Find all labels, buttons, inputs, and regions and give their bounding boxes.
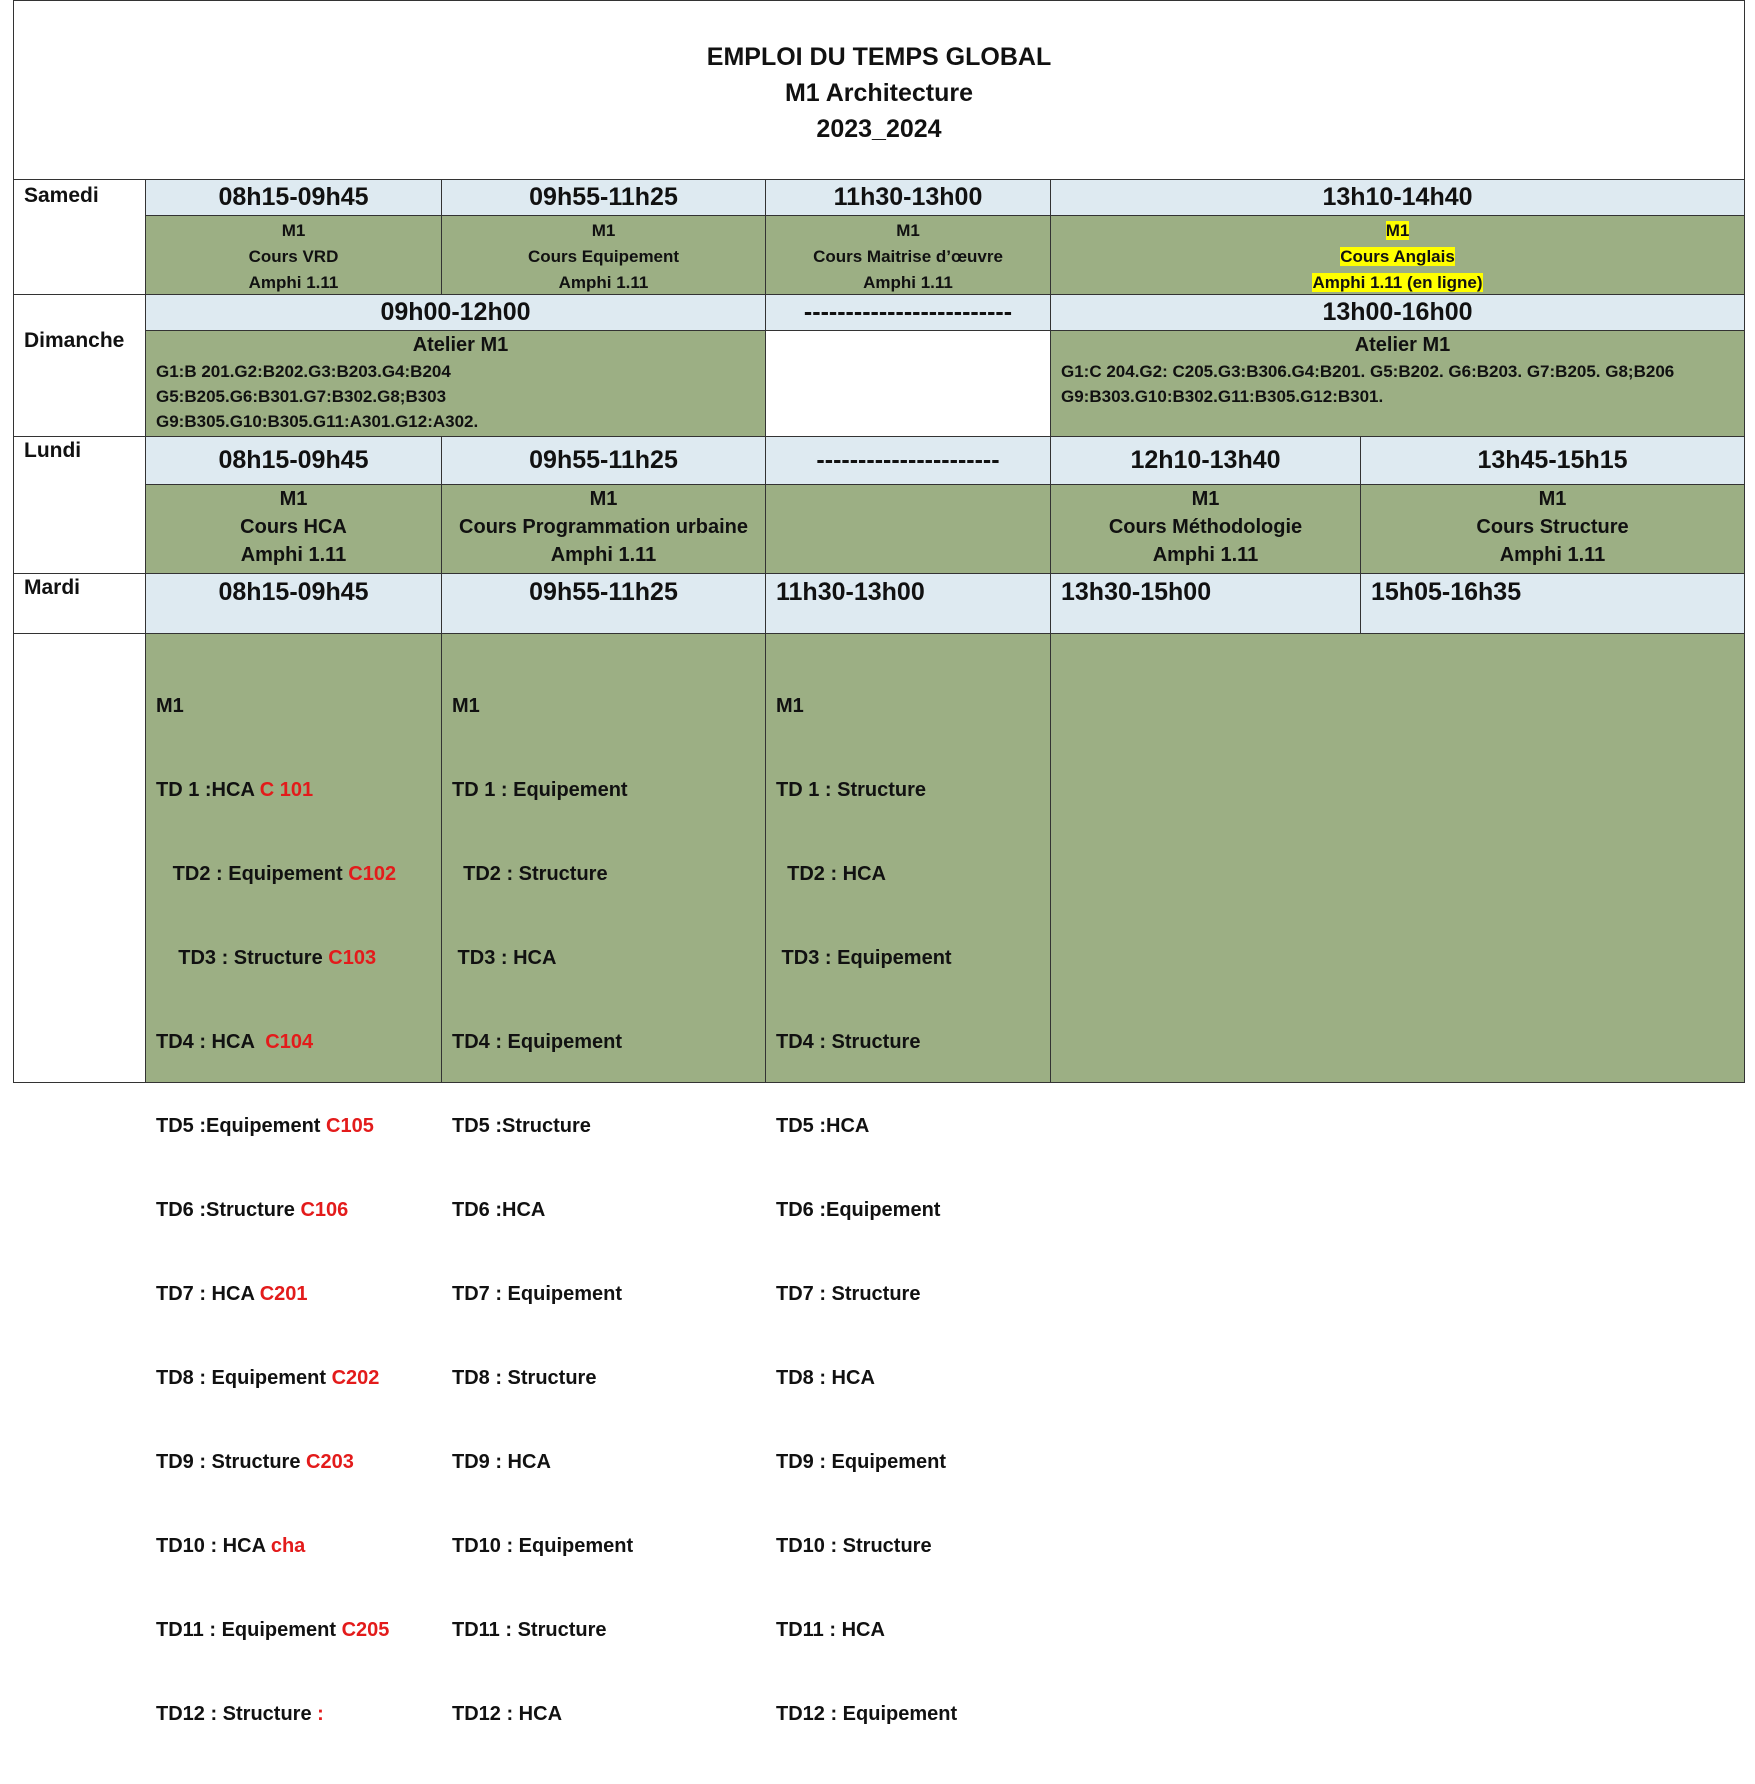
td-row: TD3 : Equipement <box>776 947 952 969</box>
dimanche-atelier-morning <box>146 331 766 437</box>
mardi-td-col-1 <box>146 634 442 1725</box>
lundi-slot-2: 09h55-11h25 <box>442 437 766 485</box>
samedi-course-maitrise <box>766 216 1051 295</box>
mardi-td-col-2 <box>442 634 766 1725</box>
td-room: C 101 <box>259 779 314 801</box>
samedi-slot-3: 11h30-13h00 <box>766 180 1051 216</box>
td-row: TD10 : Structure <box>776 1535 932 1557</box>
lundi-course-methodologie <box>1051 485 1361 574</box>
course-level: M1 <box>1385 221 1410 240</box>
td-row: TD12 : HCA <box>452 1703 563 1725</box>
td-row: TD3 : Structure C103 <box>156 947 377 969</box>
td-row: TD7 : Equipement <box>452 1283 623 1305</box>
samedi-course-anglais <box>1051 216 1745 295</box>
td-room: C102 <box>348 863 397 885</box>
td-row: TD12 : Equipement <box>776 1703 958 1725</box>
td-row: TD12 : Structure : <box>156 1703 324 1725</box>
dimanche-slot-2: ------------------------- <box>766 295 1051 331</box>
course-room: Amphi 1.11 <box>1152 544 1259 566</box>
samedi-slot-4: 13h10-14h40 <box>1051 180 1745 216</box>
course-level: M1 <box>279 488 308 510</box>
course-room: Amphi 1.11 <box>240 544 347 566</box>
td-row: TD5 :Structure <box>452 1115 591 1137</box>
mardi-slot-4: 13h30-15h00 <box>1051 574 1361 634</box>
td-row: TD11 : Structure <box>452 1619 607 1641</box>
lundi-course-hca <box>146 485 442 574</box>
td-room: C105 <box>326 1115 374 1137</box>
td-row: TD6 :Structure C106 <box>156 1199 349 1221</box>
lundi-slot-3: ---------------------- <box>766 437 1051 485</box>
lundi-slot-4: 12h10-13h40 <box>1051 437 1361 485</box>
td-row: TD 1 : Structure <box>776 779 927 801</box>
td-row: TD9 : Equipement <box>776 1451 947 1473</box>
mardi-slot-2: 09h55-11h25 <box>442 574 766 634</box>
td-row: TD8 : Equipement C202 <box>156 1367 380 1389</box>
td-row: TD2 : Structure <box>452 863 608 885</box>
td-level: M1 <box>776 695 804 717</box>
td-row: TD8 : HCA <box>776 1367 875 1389</box>
lundi-slot-1: 08h15-09h45 <box>146 437 442 485</box>
course-level: M1 <box>589 488 618 510</box>
course-level: M1 <box>1538 488 1567 510</box>
td-row: TD10 : HCA cha <box>156 1535 306 1557</box>
td-row: TD7 : HCA C201 <box>156 1283 308 1305</box>
schedule-sheet <box>13 0 1745 1725</box>
page-subtitle: M1 Architecture <box>784 79 973 107</box>
day-label-mardi: Mardi <box>14 574 146 634</box>
mardi-slot-1: 08h15-09h45 <box>146 574 442 634</box>
atelier-title: Atelier M1 <box>412 334 509 356</box>
td-row: TD 1 :HCA C 101 <box>156 779 314 801</box>
dimanche-atelier-afternoon <box>1051 331 1745 437</box>
samedi-slot-2: 09h55-11h25 <box>442 180 766 216</box>
td-room: C106 <box>300 1199 349 1221</box>
lundi-empty-slot <box>766 485 1051 574</box>
td-row: TD10 : Equipement <box>452 1535 634 1557</box>
course-name: Cours Anglais <box>1340 247 1455 266</box>
td-row: TD3 : HCA <box>452 947 557 969</box>
dimanche-slot-1: 09h00-12h00 <box>146 295 766 331</box>
academic-year: 2023_2024 <box>816 115 942 143</box>
course-level: M1 <box>1191 488 1220 510</box>
td-row: TD4 : HCA C104 <box>156 1031 314 1053</box>
lundi-slot-5: 13h45-15h15 <box>1361 437 1745 485</box>
td-row: TD9 : HCA <box>452 1451 551 1473</box>
course-room: Amphi 1.11 <box>248 273 339 292</box>
atelier-groups-line: G1:B 201.G2:B202.G3:B203.G4:B204 <box>156 362 451 381</box>
samedi-slot-1: 08h15-09h45 <box>146 180 442 216</box>
td-room: C103 <box>328 947 377 969</box>
lundi-course-programmation <box>442 485 766 574</box>
course-level: M1 <box>896 221 920 240</box>
td-row: TD6 :HCA <box>452 1199 546 1221</box>
course-name: Cours Equipement <box>527 247 680 266</box>
course-room: Amphi 1.11 (en ligne) <box>1312 273 1483 292</box>
course-name: Cours Méthodologie <box>1108 516 1303 538</box>
td-row: TD2 : HCA <box>776 863 886 885</box>
td-row: TD2 : Equipement C102 <box>156 863 397 885</box>
course-room: Amphi 1.11 <box>863 273 953 292</box>
atelier-groups-line: G5:B205.G6:B301.G7:B302.G8;B303 <box>156 387 447 406</box>
td-row: TD7 : Structure <box>776 1283 921 1305</box>
course-room: Amphi 1.11 <box>550 544 657 566</box>
td-row: TD6 :Equipement <box>776 1199 941 1221</box>
mardi-day-spacer <box>14 634 146 1083</box>
td-room: C205 <box>341 1619 390 1641</box>
course-name: Cours VRD <box>248 247 339 266</box>
td-row: TD8 : Structure <box>452 1367 597 1389</box>
day-label-lundi: Lundi <box>14 437 146 574</box>
page-title: EMPLOI DU TEMPS GLOBAL <box>706 43 1052 71</box>
td-room: cha <box>270 1535 306 1557</box>
td-row: TD 1 : Equipement <box>452 779 628 801</box>
atelier-groups-line: G9:B303.G10:B302.G11:B305.G12:B301. <box>1061 387 1384 406</box>
course-level: M1 <box>281 221 306 240</box>
course-level: M1 <box>591 221 616 240</box>
atelier-groups-line: G1:C 204.G2: C205.G3:B306.G4:B201. G5:B202. G6:B203. G7:B205. G8;B206 <box>1061 362 1675 381</box>
td-room: C104 <box>265 1031 314 1053</box>
day-label-dimanche: Dimanche <box>14 295 146 437</box>
course-name: Cours HCA <box>240 516 347 538</box>
mardi-slot-5: 15h05-16h35 <box>1361 574 1745 634</box>
td-row: TD11 : HCA <box>776 1619 885 1641</box>
atelier-groups-line: G9:B305.G10:B305.G11:A301.G12:A302. <box>156 412 479 431</box>
td-row: TD4 : Structure <box>776 1031 921 1053</box>
samedi-course-vrd <box>146 216 442 295</box>
td-room: C201 <box>259 1283 308 1305</box>
dimanche-slot-3: 13h00-16h00 <box>1051 295 1745 331</box>
td-row: TD5 :Equipement C105 <box>156 1115 374 1137</box>
td-row: TD5 :HCA <box>776 1115 870 1137</box>
td-level: M1 <box>156 695 184 717</box>
dimanche-empty-slot <box>766 331 1051 437</box>
course-name: Cours Programmation urbaine <box>459 516 748 538</box>
mardi-td-col-3 <box>766 634 1051 1725</box>
td-row: TD9 : Structure C203 <box>156 1451 354 1473</box>
td-level: M1 <box>452 695 480 717</box>
lundi-course-structure <box>1361 485 1745 574</box>
td-row: TD4 : Equipement <box>452 1031 623 1053</box>
course-name: Cours Structure <box>1476 516 1629 538</box>
mardi-slot-3: 11h30-13h00 <box>766 574 1051 634</box>
samedi-course-equipement <box>442 216 766 295</box>
td-room: C203 <box>306 1451 354 1473</box>
course-name: Cours Maitrise d’œuvre <box>813 247 1003 266</box>
mardi-afternoon-empty <box>1051 634 1745 1083</box>
atelier-title: Atelier M1 <box>1354 334 1451 356</box>
course-room: Amphi 1.11 <box>1499 544 1606 566</box>
td-room: : <box>317 1703 324 1725</box>
course-room: Amphi 1.11 <box>558 273 649 292</box>
day-label-samedi: Samedi <box>14 180 146 295</box>
td-row: TD11 : Equipement C205 <box>156 1619 390 1641</box>
td-room: C202 <box>331 1367 380 1389</box>
